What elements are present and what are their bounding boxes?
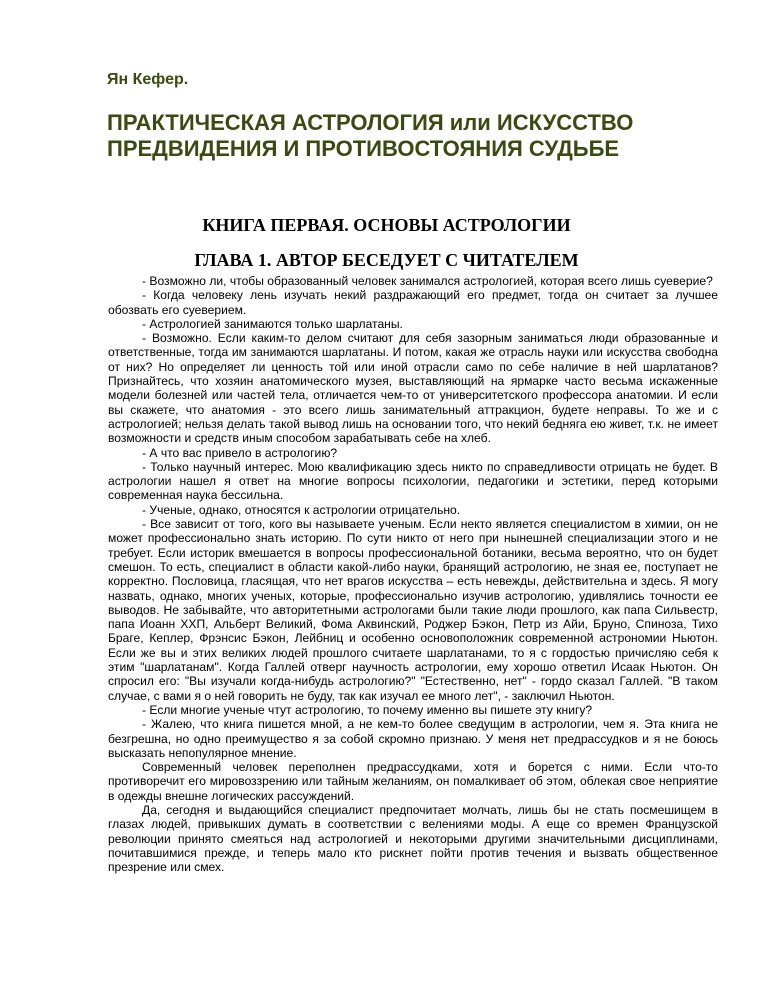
chapter-body: [108, 274, 718, 874]
chapter-title: ГЛАВА 1. АВТОР БЕСЕДУЕТ С ЧИТАТЕЛЕМ: [194, 250, 579, 270]
paragraph: Современный человек переполнен предрассудками, хотя и борется с ними. Если что-то противоречит его мировоззрению или тайным желаниям, он помалкивает об этом, облекая свое неприятие в одежды внешне логических рассуждений.: [108, 760, 718, 803]
part-title: КНИГА ПЕРВАЯ. ОСНОВЫ АСТРОЛОГИИ: [202, 215, 571, 235]
paragraph: - А что вас привело в астрологию?: [142, 445, 338, 460]
paragraph: - Когда человеку лень изучать некий раздражающий его предмет, тогда он считает за лучшее обозвать его суеверием.: [108, 288, 718, 317]
paragraph: - Астрологией занимаются только шарлатаны.: [142, 316, 403, 331]
paragraph: - Ученые, однако, относятся к астрологии отрицательно.: [142, 502, 461, 517]
book-title: ПРАКТИЧЕСКАЯ АСТРОЛОГИЯ или ИСКУССТВО ПРЕДВИДЕНИЯ И ПРОТИВОСТОЯНИЯ СУДЬБЕ: [107, 110, 634, 161]
paragraph: - Только научный интерес. Мою квалификацию здесь никто по справедливости отрицать не будет. В астрологии нашел я ответ на многие вопросы психологии, педагогики и эстетики, перед которыми современная наука бессильна.: [108, 459, 718, 503]
paragraph: - Возможно. Если каким-то делом считают для себя зазорным заниматься люди образованные и ответственные, тогда им занимаются шарлатаны. И потом, какая же отрасль науки или искусства свободна от них? Но определяет ли ценность той или иной отрасли само по себе наличие в ней шарлатанов? Признайтесь, что хозяин анатомического музея, выставляющий на ярмарке часто весьма искаженные модели болезней или частей тела, отличается чем-то от университетского профессора анатомии. И если вы скажете, что анатомия - это всего лишь занимательный аттракцион, будете неправы. То же и с астрологией; нельзя делать такой вывод лишь на основании того, что некий бедняга ею живет, т.к. не имеет возможности и средств иным способом зарабатывать себе на хлеб.: [108, 331, 718, 446]
author-name: Ян Кефер.: [107, 71, 189, 88]
paragraph: Да, сегодня и выдающийся специалист предпочитает молчать, лишь бы не стать посмешищем в глазах людей, привыкших думать в соответствии с велениями моды. А еще со времен Французской революции принято смеяться над астрологией и некоторыми другими значительными дисциплинами, почитавшимися прежде, и теперь мало кто рискнет пойти против течения и вызвать общественное презрение или смех.: [108, 802, 718, 875]
paragraph: - Возможно ли, чтобы образованный человек занимался астрологией, которая всего лишь суеверие?: [142, 274, 713, 288]
paragraph: - Все зависит от того, кого вы называете ученым. Если некто является специалистом в химии, он не может профессионально знать историю. По сути никто от него при нынешней специализации этого и не требует. Если историк вмешается в вопросы профессиональной ботаники, весьма вероятно, что он будет смешон. То есть, специалист в области какой-либо науки, бранящий астрологию, не зная ее, поступает не корректно. Пословица, гласящая, что нет врагов искусства – есть невежды, действительна и здесь. Я могу назвать, однако, многих ученых, которые, профессионально изучив астрологию, удивлялись точности ее выводов. Не забывайте, что авторитетными астрологами были такие люди прошлого, как папа Сильвестр, папа Иоанн ХХП, Альберт Великий, Фома Аквинский, Роджер Бэкон, Петр из Айи, Бруно, Спиноза, Тихо Браге, Кеплер, Фрэнсис Бэкон, Лейбниц и особенно основоположник современной астрономии Ньютон. Если же вы и этих великих людей прошлого считаете шарлатанами, то я с гордостью причисляю себя к этим "шарлатанам". Когда Галлей отверг научность астрологии, ему хорошо ответил Исаак Ньютон. Он спросил его: "Вы изучали когда-нибудь астрологию?" "Естественно, нет" - гордо сказал Галлей. "В таком случае, с вами я о ней говорить не буду, так как изучал ее много лет", - заключил Ньютон.: [108, 517, 718, 703]
paragraph: - Жалею, что книга пишется мной, а не кем-то более сведущим в астрологии, чем я. Эта книга не безгрешна, но одно преимущество я за собой скромно признаю. У меня нет предрассудков и я не боюсь высказать непопулярное мнение.: [108, 717, 718, 760]
paragraph: - Если многие ученые чтут астрологию, то почему именно вы пишете эту книгу?: [142, 702, 593, 717]
